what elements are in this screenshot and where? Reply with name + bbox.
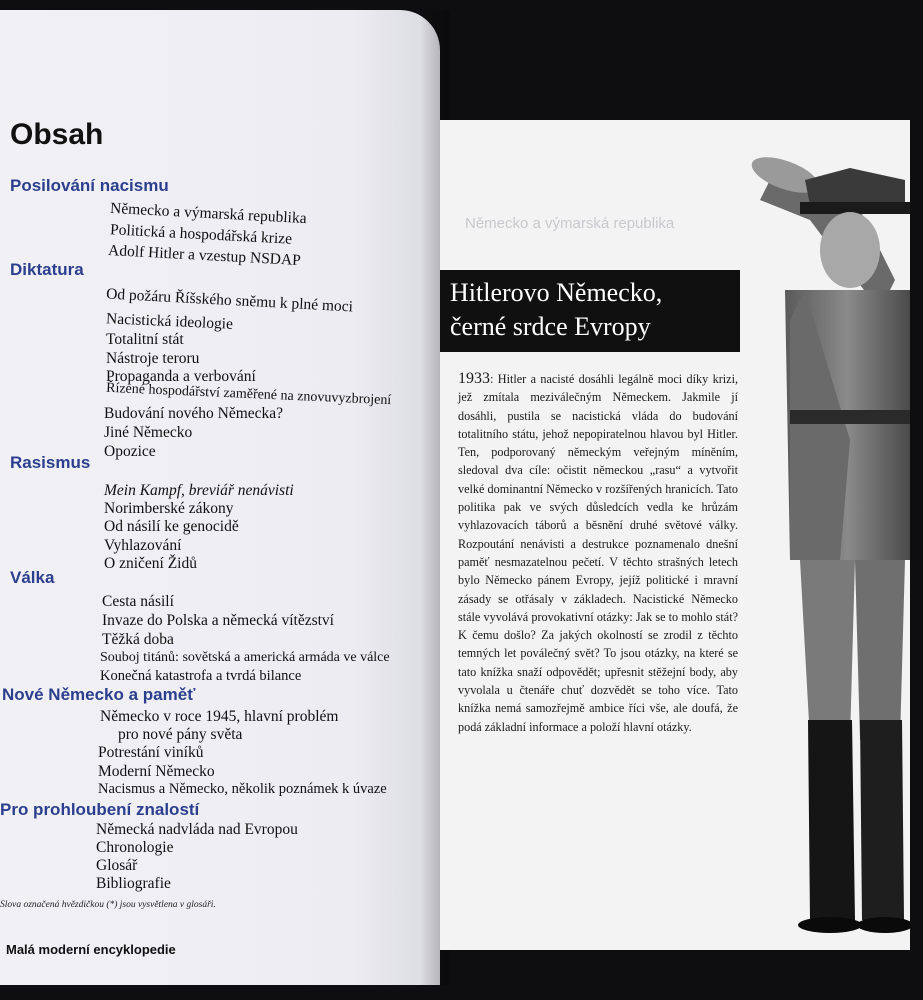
toc-entry[interactable]: Německo a výmarská republika (109, 199, 308, 228)
toc-entry[interactable]: Německo v roce 1945, hlavní problém (100, 708, 339, 725)
toc-entry[interactable]: pro nové pány světa (118, 726, 243, 743)
toc-entry[interactable]: Těžká doba (102, 631, 174, 648)
toc-entry[interactable]: Německá nadvláda nad Evropou (96, 821, 298, 838)
toc-entry[interactable]: Vyhlazování (104, 537, 182, 554)
toc-entry[interactable]: Adolf Hitler a vzestup NSDAP (107, 241, 302, 270)
toc-entry[interactable]: Invaze do Polska a německá vítězství (102, 612, 334, 629)
toc-entry[interactable]: Řízené hospodářství zaměřené na znovuvyzbrojení (105, 380, 392, 409)
toc-section-heading[interactable]: Rasismus (10, 453, 91, 472)
toc-section-heading[interactable]: Pro prohloubení znalostí (0, 800, 200, 819)
glossary-footnote: Slova označená hvězdičkou (*) jsou vysvětlena v glosáři. (0, 900, 216, 910)
toc-entry[interactable]: Budování nového Německa? (104, 405, 284, 422)
faded-background-title: Německo a výmarská republika (465, 215, 675, 232)
toc-entry[interactable]: Jiné Německo (104, 424, 193, 441)
toc-entry[interactable]: Souboj titánů: sovětská a americká armáda ve válce (100, 650, 390, 665)
toc-entry[interactable]: Nacismus a Německo, několik poznámek k úvaze (98, 781, 387, 797)
toc-entry[interactable]: O zničení Židů (104, 555, 197, 572)
toc-entry[interactable]: Nástroje teroru (106, 350, 200, 367)
right-page (440, 120, 910, 950)
toc-entry[interactable]: Chronologie (96, 839, 174, 856)
article-title-band (440, 270, 740, 352)
toc-section-heading[interactable]: Diktatura (10, 260, 84, 279)
series-name: Malá moderní encyklopedie (6, 942, 176, 957)
toc-entry[interactable]: Konečná katastrofa a tvrdá bilance (100, 668, 302, 684)
toc-entry[interactable]: Politická a hospodářská krize (109, 221, 293, 248)
article-year: 1933 (458, 370, 490, 387)
toc-title: Obsah (10, 118, 104, 151)
toc-entry[interactable]: Opozice (104, 443, 156, 460)
toc-entry[interactable]: Potrestání viníků (98, 744, 204, 761)
toc-entry[interactable]: Propaganda a verbování (106, 368, 256, 385)
toc-entry[interactable]: Nacistická ideologie (105, 310, 234, 333)
toc-entry[interactable]: Cesta násilí (102, 593, 174, 610)
article-title-line-2: černé srdce Evropy (450, 312, 651, 341)
toc-entry[interactable]: Bibliografie (96, 875, 171, 892)
toc-entry[interactable]: Norimberské zákony (104, 500, 234, 517)
article-title-line-1: Hitlerovo Německo, (450, 278, 663, 307)
toc-entry[interactable]: Totalitní stát (106, 331, 184, 348)
article-body (458, 370, 738, 736)
toc-entry[interactable]: Glosář (96, 857, 138, 874)
toc-entry[interactable]: Mein Kampf, breviář nenávisti (104, 482, 294, 499)
toc-entry[interactable]: Od násilí ke genocidě (104, 518, 239, 535)
toc-section-heading[interactable]: Posilování nacismu (10, 176, 169, 195)
toc-section-heading[interactable]: Nové Německo a paměť (2, 685, 196, 704)
toc-entry[interactable]: Moderní Německo (98, 763, 215, 780)
toc-entry[interactable]: Od požáru Říšského sněmu k plné moci (105, 285, 354, 316)
article-body-text: : Hitler a nacisté dosáhli legálně moci díky krizi, jež zmítala meziválečným Německem. Jakmile jí dosáhli, pustila se nacistická vláda do budování totalitního státu, jehož nepopiratelnou hlavou byl Hitler. Ten, podporovaný německým veřejným míněním, sledoval dva cíle: očistit německou „rasu“ a vytvořit velké dominantní Německo v rozšířených hranicích. Tato politika pak ve svých důsledcích vedla ke hrůzám vyhlazovacích táborů a běsnění druhé světové války. Rozpoutání nenávisti a destrukce poznamenalo dnešní paměť nesmazatelnou pečetí. V těchto strašných letech bylo Německo pánem Evropy, jejíž politické i mravní zásady se otřásaly v základech. Nacistické Německo stále vyvolává provokativní otázky: Jak se to mohlo stát? K čemu došlo? Za jakých okolností se zrodil z těchto temných let poválečný svět? To jsou otázky, na které se tato knížka snaží odpovědět; upřesnit stěžejní body, aby vyvolala u čtenáře chuť dozvědět se toho více. Tato knížka nemá samozřejmě ambice říci vše, ale doufá, že podá základní informace a položí hlavní otázky. (458, 372, 738, 734)
toc-section-heading[interactable]: Válka (10, 568, 55, 587)
